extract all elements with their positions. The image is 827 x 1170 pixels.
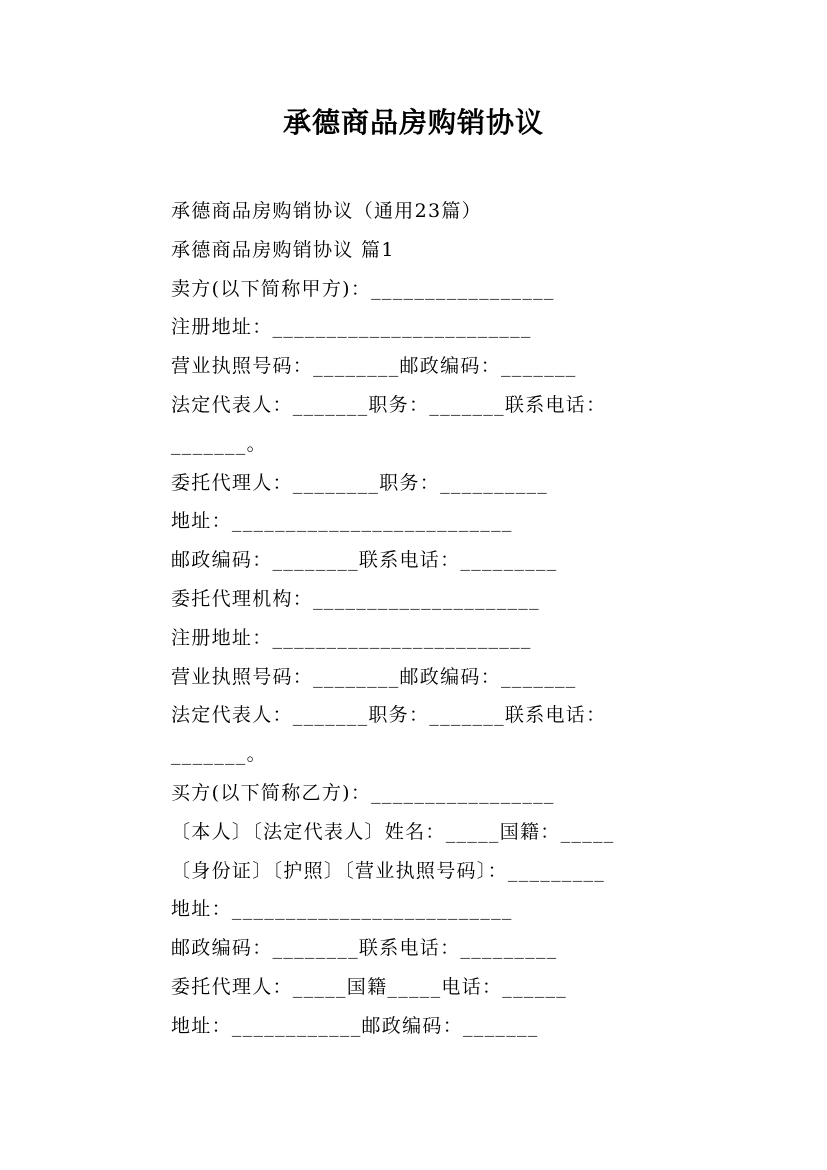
- seller-agent-address-line: 地址：__________________________: [171, 510, 513, 533]
- buyer-id-line: 〔身份证〕〔护照〕〔营业执照号码〕：_________: [171, 859, 606, 882]
- seller-agent-line: 委托代理人：________职务：__________: [171, 471, 549, 494]
- buyer-person-line: 〔本人〕〔法定代表人〕姓名：_____国籍：_____: [171, 820, 615, 843]
- seller-registered-address-line: 注册地址：________________________: [171, 316, 532, 339]
- heading-line: 承德商品房购销协议（通用23篇）: [171, 200, 482, 222]
- buyer-agent-line: 委托代理人：_____国籍_____电话：______: [171, 975, 568, 998]
- buyer-agent-address-line: 地址：____________邮政编码：_______: [171, 1014, 539, 1037]
- seller-legal-rep-phone-line: _______。: [171, 432, 267, 455]
- buyer-address-line: 地址：__________________________: [171, 898, 513, 921]
- document-body: [171, 192, 671, 1046]
- agency-legal-rep-line: 法定代表人：_______职务：_______联系电话：: [171, 704, 607, 727]
- seller-name-line: 卖方(以下简称甲方)：_________________: [171, 277, 555, 300]
- section-heading-line: 承德商品房购销协议 篇1: [171, 238, 395, 261]
- buyer-postcode-phone-line: 邮政编码：________联系电话：_________: [171, 937, 558, 960]
- agency-legal-rep-phone-line: _______。: [171, 743, 267, 766]
- agency-line: 委托代理机构：_____________________: [171, 587, 540, 610]
- agency-license-postcode-line: 营业执照号码：________邮政编码：_______: [171, 665, 577, 688]
- document-title: 承德商品房购销协议: [282, 106, 544, 139]
- agency-registered-address-line: 注册地址：________________________: [171, 626, 532, 649]
- seller-legal-rep-line: 法定代表人：_______职务：_______联系电话：: [171, 393, 607, 416]
- buyer-name-line: 买方(以下简称乙方)：_________________: [171, 781, 555, 804]
- seller-license-postcode-line: 营业执照号码：________邮政编码：_______: [171, 355, 577, 378]
- seller-agent-postcode-phone-line: 邮政编码：________联系电话：_________: [171, 549, 558, 572]
